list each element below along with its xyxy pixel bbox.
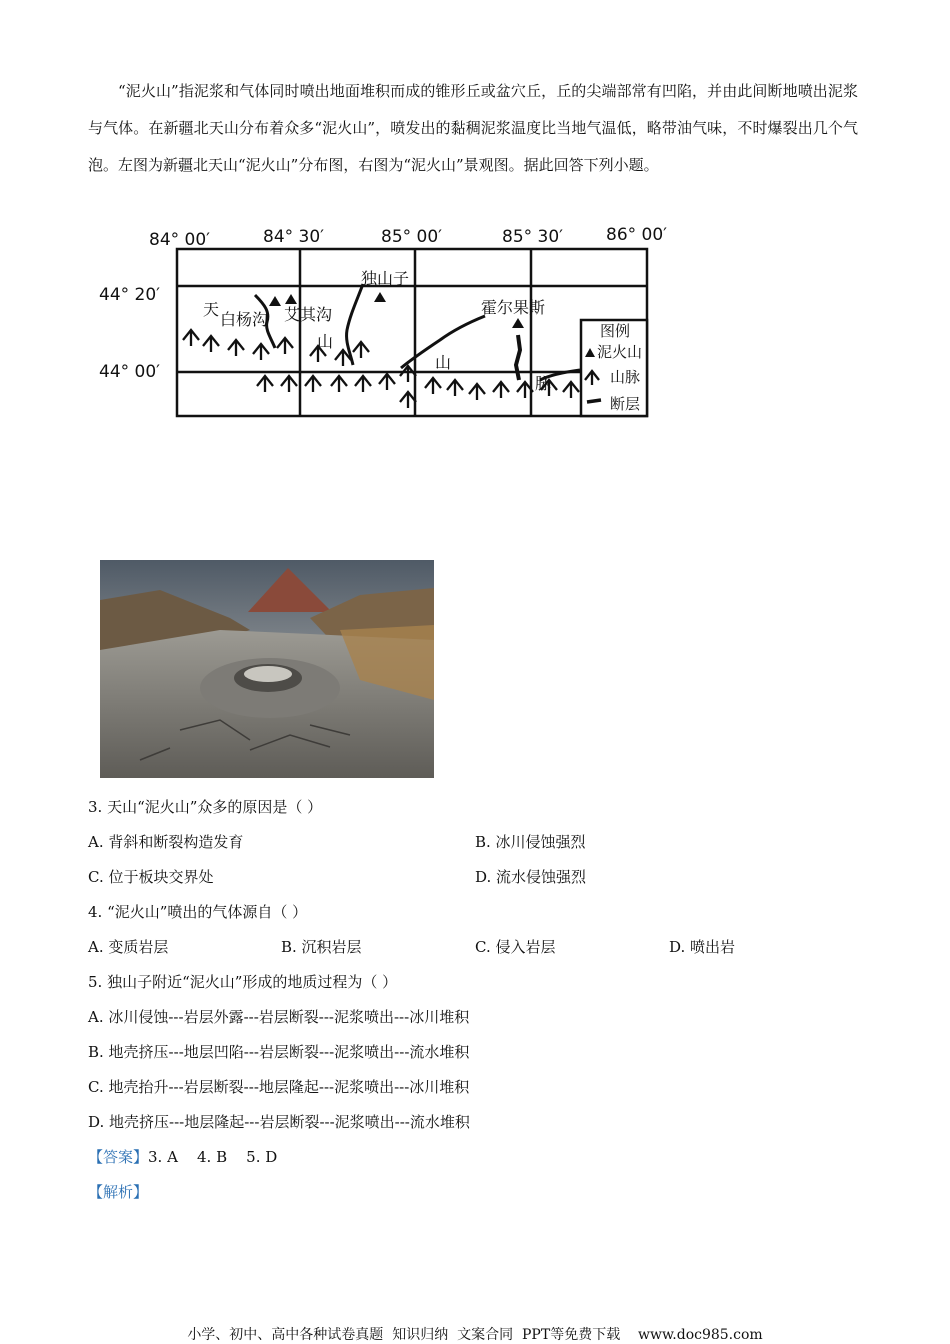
question-3-stem: 3. 天山“泥火山”众多的原因是（ ） <box>88 798 323 816</box>
lon-label: 85° 30′ <box>502 227 564 247</box>
question-5-option-c[interactable]: C. 地壳抬升---岩层断裂---地层隆起---泥浆喷出---冰川堆积 <box>88 1078 470 1096</box>
legend-mud-volcano-label: 泥火山 <box>597 343 643 361</box>
question-4-option-a[interactable]: A. 变质岩层 <box>88 938 169 956</box>
question-5-option-d[interactable]: D. 地壳挤压---地层隆起---岩层断裂---泥浆喷出---流水堆积 <box>88 1113 470 1131</box>
question-5-stem: 5. 独山子附近“泥火山”形成的地质过程为（ ） <box>88 973 398 991</box>
legend-title: 图例 <box>600 322 631 340</box>
lon-label: 84° 30′ <box>263 227 325 247</box>
lon-label: 84° 00′ <box>149 230 211 250</box>
mountain-symbols <box>183 330 603 408</box>
question-3-option-d[interactable]: D. 流水侵蚀强烈 <box>475 868 587 886</box>
fault <box>516 335 520 380</box>
mud-volcano-landscape-photo <box>100 560 434 778</box>
mud-volcano-marker <box>512 318 524 328</box>
legend-mountain-label: 山脉 <box>610 368 641 386</box>
range-char: 山 <box>435 353 452 372</box>
question-4-stem: 4. “泥火山”喷出的气体源自（ ） <box>88 903 308 921</box>
page-footer: 小学、初中、高中各种试卷真题 知识归纳 文案合同 PPT等免费下载 www.doc985.com <box>187 1327 763 1343</box>
question-5-option-a[interactable]: A. 冰川侵蚀---岩层外露---岩层断裂---泥浆喷出---冰川堆积 <box>88 1008 470 1026</box>
lon-label: 85° 00′ <box>381 227 443 247</box>
answer-label: 【答案】 <box>88 1148 149 1166</box>
question-4-option-c[interactable]: C. 侵入岩层 <box>475 938 556 956</box>
intro-text: “泥火山”指泥浆和气体同时喷出地面堆积而成的锥形丘或盆穴丘，丘的尖端部常有凹陷，并由此间断地喷出泥浆与气体。在新疆北天山分布着众多“泥火山”，喷发出的黏稠泥浆温度比当地气温低，略带油气味，不时爆裂出几个气泡。左图为新疆北天山“泥火山”分布图，右图为“泥火山”景观图。据此回答下列小题。 <box>88 82 858 174</box>
answer-line <box>88 1146 277 1167</box>
range-char: 山 <box>317 332 334 351</box>
lon-label: 86° 00′ <box>606 225 668 245</box>
place-baiyanggou: 白杨沟 <box>220 310 269 329</box>
mud-volcano-marker <box>374 292 386 302</box>
question-4-option-d[interactable]: D. 喷出岩 <box>669 938 736 956</box>
question-3-option-b[interactable]: B. 冰川侵蚀强烈 <box>475 833 586 851</box>
mud-volcano-marker <box>269 296 281 306</box>
map-frame <box>177 249 647 416</box>
question-4-option-b[interactable]: B. 沉积岩层 <box>281 938 362 956</box>
photo-illustration <box>100 560 434 778</box>
lat-label: 44° 00′ <box>99 362 161 382</box>
map-svg <box>95 220 695 425</box>
question-3-option-a[interactable]: A. 背斜和断裂构造发育 <box>88 833 244 851</box>
analysis-label: 【解析】 <box>88 1183 149 1201</box>
mud-volcano-distribution-map <box>95 220 695 425</box>
answer-text: 3. A 4. B 5. D <box>148 1148 278 1166</box>
place-horgos: 霍尔果斯 <box>481 298 546 317</box>
analysis-line <box>88 1181 148 1202</box>
range-char: 脉 <box>535 374 552 393</box>
legend-fault-label: 断层 <box>610 395 641 413</box>
lat-label: 44° 20′ <box>99 285 161 305</box>
legend-fault-icon <box>587 400 601 402</box>
intro-paragraph <box>88 73 858 184</box>
question-5-option-b[interactable]: B. 地壳挤压---地层凹陷---岩层断裂---泥浆喷出---流水堆积 <box>88 1043 470 1061</box>
mud-volcano-marker <box>285 294 297 304</box>
place-dushanzi: 独山子 <box>361 269 410 288</box>
range-char: 天 <box>203 300 220 319</box>
question-3-option-c[interactable]: C. 位于板块交界处 <box>88 868 214 886</box>
place-aiqigou: 艾其沟 <box>284 305 333 324</box>
